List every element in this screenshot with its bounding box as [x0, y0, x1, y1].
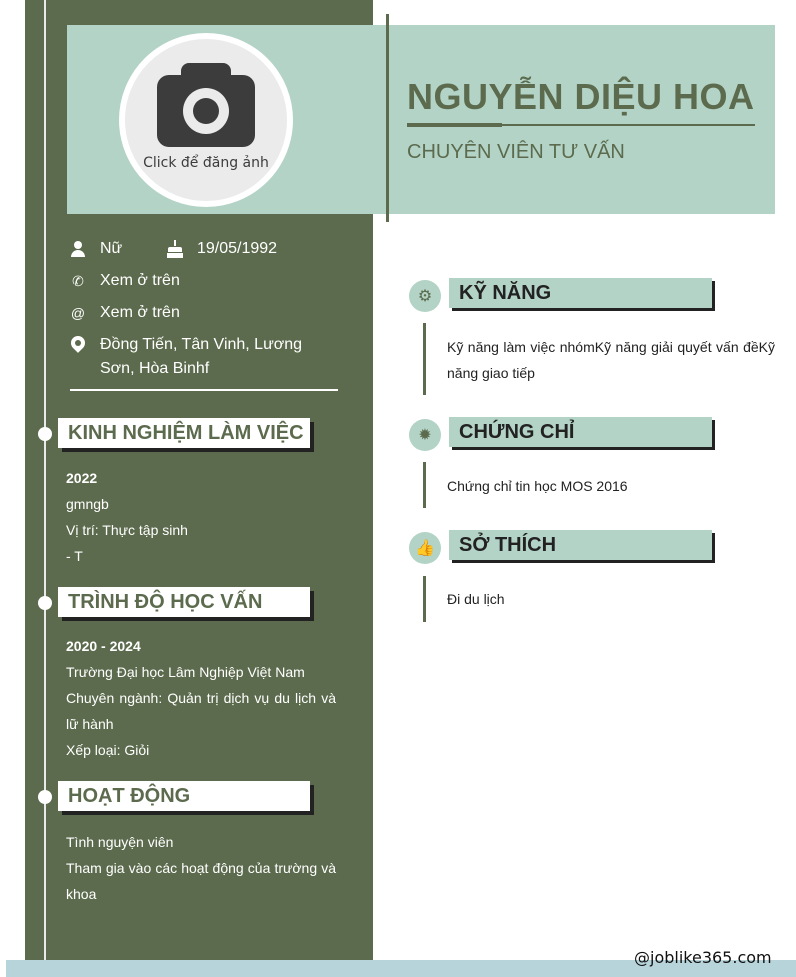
certificates-heading: CHỨNG CHỈ — [449, 417, 712, 447]
education-block — [66, 633, 336, 763]
timeline-line — [44, 0, 46, 977]
email-icon: @ — [70, 305, 86, 321]
phone-value: Xem ở trên — [100, 272, 180, 289]
activities-block — [66, 829, 336, 907]
phone-icon: ✆ — [72, 273, 84, 289]
email-value: Xem ở trên — [100, 304, 180, 321]
gender-value: Nữ — [100, 240, 123, 257]
camera-icon — [157, 63, 255, 147]
thumbs-up-icon: 👍 — [409, 532, 441, 564]
experience-block — [66, 465, 336, 569]
hobbies-heading: SỞ THÍCH — [449, 530, 712, 560]
person-icon — [68, 237, 88, 261]
skills-bar — [423, 323, 426, 395]
name-underline-accent — [407, 123, 502, 127]
location-icon — [68, 333, 88, 357]
activities-heading: HOẠT ĐỘNG — [58, 781, 310, 811]
footer-watermark: @joblike365.com — [634, 948, 772, 967]
activity-item: Tham gia vào các hoạt động của trường và khoa — [66, 860, 336, 902]
avatar-upload[interactable] — [119, 33, 293, 207]
experience-detail: - T — [66, 548, 83, 564]
education-years: 2020 - 2024 — [66, 638, 141, 654]
skills-heading: KỸ NĂNG — [449, 278, 712, 308]
activity-item: Tình nguyện viên — [66, 834, 174, 850]
cake-icon — [165, 237, 185, 261]
education-major: Chuyên ngành: Quản trị dịch vụ du lịch và lữ hành — [66, 690, 336, 732]
experience-year: 2022 — [66, 470, 98, 486]
education-grade: Xếp loại: Giỏi — [66, 742, 150, 758]
certificates-bar — [423, 462, 426, 508]
timeline-dot — [38, 596, 52, 610]
email-row — [68, 301, 180, 325]
timeline-dot — [38, 790, 52, 804]
hobbies-bar — [423, 576, 426, 622]
skills-text: Kỹ năng làm việc nhómKỹ năng giải quyết vấn đềKỹ năng giao tiếp — [447, 339, 775, 381]
gender-row — [68, 237, 122, 261]
candidate-name: NGUYỄN DIỆU HOA — [407, 76, 755, 117]
header-divider — [386, 14, 389, 222]
experience-company: gmngb — [66, 496, 109, 512]
badge-icon: ✹ — [409, 419, 441, 451]
experience-position: Vị trí: Thực tập sinh — [66, 522, 188, 538]
hobbies-text: Đi du lịch — [447, 591, 505, 607]
job-title: CHUYÊN VIÊN TƯ VẤN — [407, 141, 625, 163]
birthday-row — [165, 237, 277, 261]
avatar-label: Click để đăng ảnh — [143, 155, 269, 171]
experience-heading: KINH NGHIỆM LÀM VIỆC — [58, 418, 310, 448]
gears-icon: ⚙ — [409, 280, 441, 312]
education-heading: TRÌNH ĐỘ HỌC VẤN — [58, 587, 310, 617]
birthday-value: 19/05/1992 — [197, 240, 278, 257]
address-row — [68, 333, 338, 381]
education-school: Trường Đại học Lâm Nghiệp Việt Nam — [66, 664, 305, 680]
timeline-dot — [38, 427, 52, 441]
phone-row — [68, 269, 180, 293]
info-divider — [70, 389, 338, 391]
address-value: Đồng Tiến, Tân Vinh, Lương Sơn, Hòa Binhf — [100, 336, 303, 377]
certificates-text: Chứng chỉ tin học MOS 2016 — [447, 478, 628, 494]
